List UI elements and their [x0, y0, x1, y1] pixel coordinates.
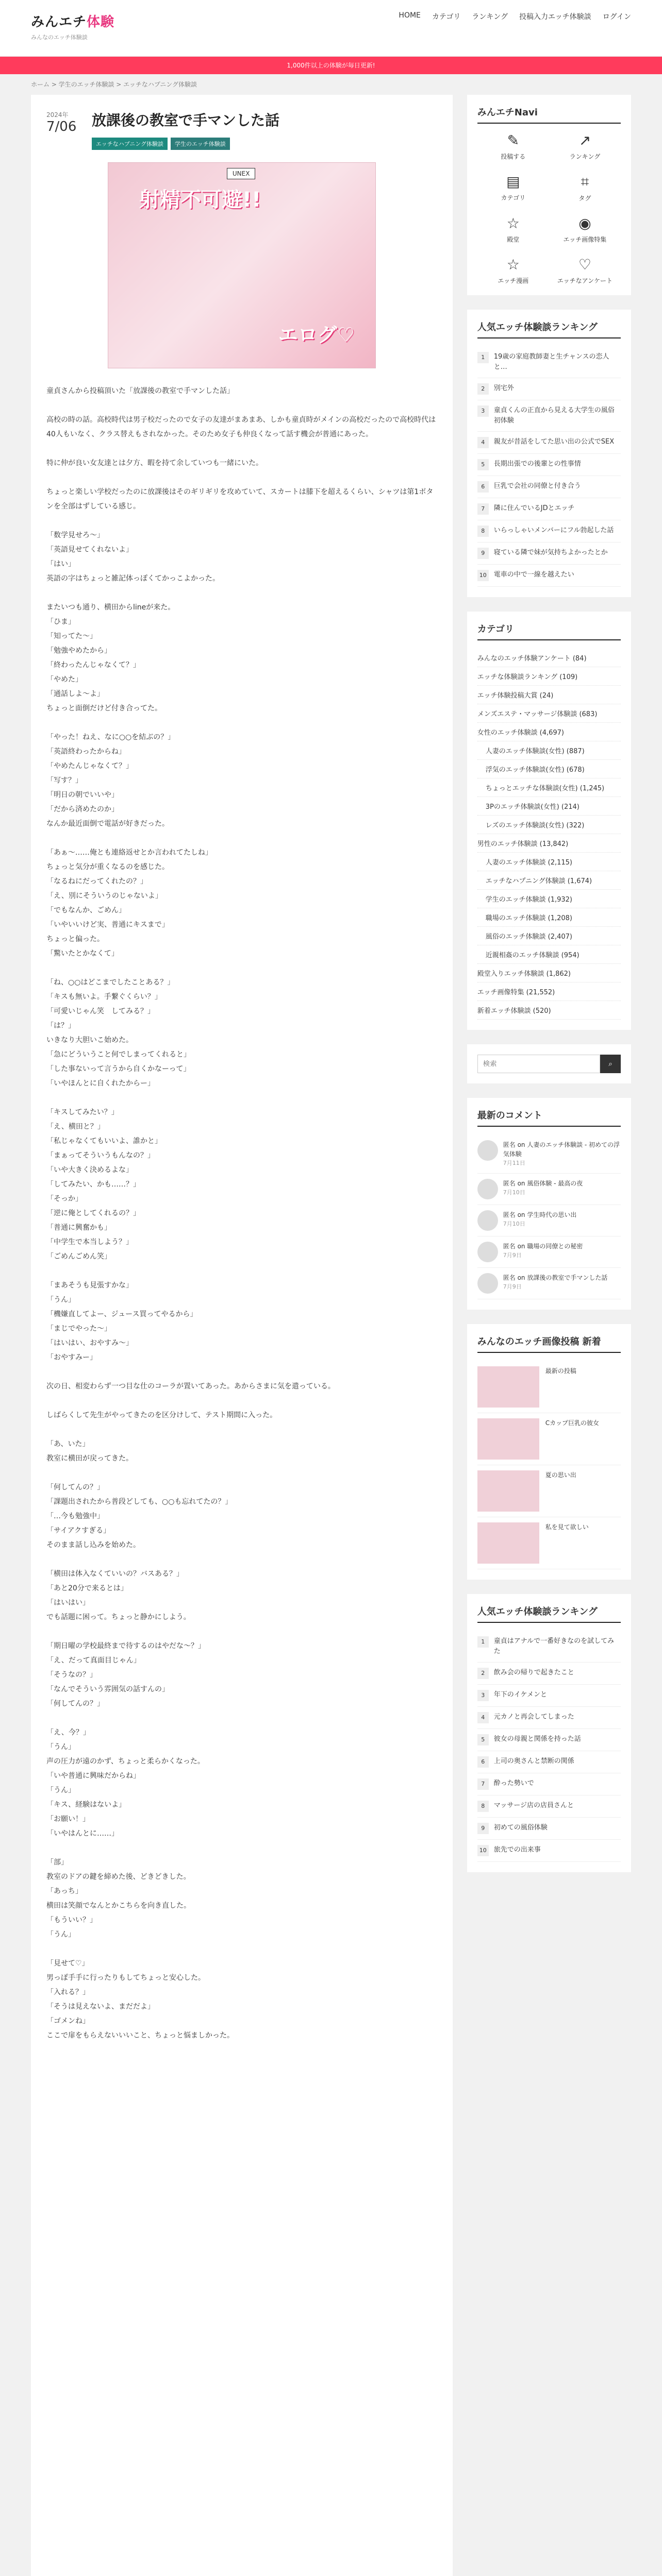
article-paragraph: しばらくして先生がやってきたのを区分けして、テスト期間に入った。: [46, 1411, 277, 1420]
rank-number: 6: [477, 1756, 489, 1768]
ranking-item[interactable]: [477, 454, 621, 476]
ranking-title: 長期出張での後輩との性事情: [493, 460, 581, 468]
category-item[interactable]: 人妻のエッチ体験談(女性) (887): [477, 741, 621, 760]
star-icon: ☆: [506, 215, 520, 232]
avatar: [477, 1210, 498, 1231]
comment-item[interactable]: [477, 1268, 621, 1299]
search-input[interactable]: [477, 1055, 600, 1073]
comment-body: [503, 1273, 608, 1294]
card-title: 人気エッチ体験談ランキング: [477, 1604, 621, 1623]
ranking-title: 酔った勢いで: [493, 1780, 534, 1787]
rank-number: 10: [477, 1845, 489, 1856]
rank-number: 8: [477, 1801, 489, 1812]
sidebar-nav-label: 殿堂: [507, 236, 520, 243]
category-item[interactable]: 職場のエッチ体験談 (1,208): [477, 908, 621, 927]
hero-image: [108, 162, 376, 368]
article-paragraph: 「キスしてみたい？」 「え、横田と？」 「私じゃなくてもいいよ、誰かと」 「まぁってそういうもんなの？」 「いや大きく決めるよな」 「してみたい、かも……？」 「そっか」 「逆に俺としてくれるの？」 「普通に興奮かも」 「中学生で本当しよう？」 「ごめんごめん笑」: [46, 1108, 162, 1261]
ranking-title: 巨乳で会社の同僚と付き合う: [493, 482, 581, 490]
rank-number: 4: [477, 437, 489, 448]
ranking-title: 別宅外: [493, 384, 514, 392]
pencil-icon: ✎: [507, 132, 520, 149]
thumbnail: [477, 1470, 539, 1512]
sidebar-nav-item[interactable]: [477, 215, 549, 244]
comment-body: [503, 1242, 583, 1262]
rank-number: 9: [477, 548, 489, 559]
ranking-title: 旅先での出来事: [493, 1846, 541, 1854]
ranking-title: 上司の奥さんと禁断の関係: [493, 1757, 574, 1765]
comment-text: 匿名 on 職場の同僚との秘密: [503, 1243, 583, 1250]
ranking-item[interactable]: [477, 1773, 621, 1795]
page-title: 放課後の教室で手マンした話: [92, 112, 280, 129]
ranking-title: 彼女の母親と関係を持った話: [493, 1735, 581, 1743]
ranking-item[interactable]: [477, 1751, 621, 1773]
ranking-card-2: [467, 1594, 631, 1872]
ranking-item[interactable]: [477, 347, 621, 378]
comment-item[interactable]: [477, 1236, 621, 1268]
article-paragraph: 童貞さんから投稿頂いた「放課後の教室で手マンした話」: [46, 387, 234, 396]
sidebar-nav-label: カテゴリ: [501, 194, 526, 201]
sidebar-nav-item[interactable]: [477, 173, 549, 202]
category-item[interactable]: 人妻のエッチ体験談 (2,115): [477, 853, 621, 871]
sidebar: [467, 95, 631, 2576]
ranking-item[interactable]: [477, 1663, 621, 1685]
ranking-item[interactable]: [477, 1707, 621, 1729]
category-item[interactable]: 学生のエッチ体験談 (1,932): [477, 890, 621, 908]
sidebar-nav-label: エッチ画像特集: [563, 236, 607, 243]
ranking-title: 隣に住んでいるJDとエッチ: [493, 504, 575, 512]
article-paragraph: 特に仲が良い女友達とは夕方、暇を持て余していつも一緒にいた。: [46, 459, 263, 468]
article-paragraph: 「あぁ〜……俺とも連絡返せとか言われてたしね」 ちょっと気分が重くなるのを感じた。 「なるねにだってくれたの？」 「え、別にそういうのじゃないよ」 「でもなんか、ごめん」 「いやいいけど実、普通にキスまで」 ちょっと偏った。 「驚いたとかなくて」: [46, 849, 212, 958]
comment-text: 匿名 on 学生時代の思い出: [503, 1211, 577, 1218]
comment-date: 7月11日: [503, 1160, 525, 1166]
rank-number: 2: [477, 1668, 489, 1679]
article-paragraph: 「あ、いた」 教室に横田が戻ってきた。: [46, 1440, 133, 1463]
nav-login[interactable]: ログイン: [602, 13, 631, 21]
notice-bar[interactable]: 1,000件以上の体験が毎日更新!: [0, 57, 662, 74]
folder-icon: ▤: [506, 173, 520, 190]
card-title: 人気エッチ体験談ランキング: [477, 320, 621, 338]
category-item[interactable]: 風俗のエッチ体験談 (2,407): [477, 927, 621, 945]
category-item[interactable]: 女性のエッチ体験談 (4,697): [477, 723, 621, 741]
card-title: カテゴリ: [477, 622, 621, 640]
ranking-item[interactable]: [477, 432, 621, 454]
sidebar-nav-item[interactable]: [549, 173, 621, 202]
category-item[interactable]: 3Pのエッチ体験談(女性) (214): [477, 797, 621, 816]
new-post-item[interactable]: [477, 1361, 621, 1413]
article-paragraph: 「何してんの？」 「課題出されたから普段どしても、○○も忘れてたの？」 「…今も勉強中」 「サイアクすぎる」 そのまま話し込みを始めた。: [46, 1483, 233, 1550]
ranking-card: [467, 310, 631, 597]
ranking-title: 19歳の家庭教師妻と生チャンスの恋人と…: [493, 353, 609, 371]
new-post-title: 夏の思い出: [545, 1471, 576, 1479]
rank-number: 7: [477, 503, 489, 515]
comment-text: 匿名 on 風俗体験 - 最高の夜: [503, 1180, 583, 1187]
category-item[interactable]: メンズエステ・マッサージ体験談 (683): [477, 704, 621, 723]
category-item[interactable]: エッチなハプニング体験談 (1,674): [477, 871, 621, 890]
sidebar-nav-label: エッチなアンケート: [557, 277, 613, 284]
ranking-item[interactable]: [477, 1685, 621, 1707]
post-date: [46, 110, 82, 134]
ranking-title: 年下のイケメンと: [493, 1691, 547, 1699]
ranking-title: マッサージ店の店員さんと: [493, 1802, 574, 1809]
category-item[interactable]: エッチな体験談ランキング (109): [477, 667, 621, 686]
rank-number: 6: [477, 481, 489, 493]
article-paragraph: 「見せて♡」 男っぽ手手に行ったりもしてちょっと安心した。 「入れる？」 「そうは見えないよ、まだだよ」 「ゴメンね」 ここで扉をもらえないいいこと、ちょっと悩ましかった。: [46, 1959, 234, 2040]
article-paragraph: 「横田は体入なくていいの？バスある？」 「あと20分で来るとは」 「はいはい」 でも話題に困って。ちょっと静かにしよう。: [46, 1570, 191, 1622]
rank-number: 1: [477, 352, 489, 363]
category-item[interactable]: レズのエッチ体験談(女性) (322): [477, 816, 621, 834]
sidebar-nav-label: エッチ漫画: [498, 277, 529, 284]
category-item[interactable]: 男性のエッチ体験談 (13,842): [477, 834, 621, 853]
rank-number: 8: [477, 526, 489, 537]
logo-accent: 体験: [87, 14, 115, 30]
comment-item[interactable]: [477, 1135, 621, 1174]
ranking-title: 初めての風俗体験: [493, 1824, 548, 1832]
nav-category[interactable]: カテゴリ: [432, 13, 461, 21]
ranking-item[interactable]: [477, 1818, 621, 1840]
article-paragraph: 次の日、相変わらず一つ目な仕のコーラが置いてあった。あからさまに気を遣っている。: [46, 1382, 335, 1391]
thumbnail: [477, 1418, 539, 1460]
article-paragraph: 「数学見せろ〜」 「英語見せてくれないよ」 「はい」 英語の字はちょっと雑記体っぽくてかっこよかった。: [46, 531, 220, 583]
thumbnail: [477, 1366, 539, 1408]
comment-date: 7月10日: [503, 1221, 525, 1227]
heart-icon: ♡: [578, 256, 591, 273]
ranking-item[interactable]: [477, 1729, 621, 1751]
card-title: みんなのエッチ画像投稿 新着: [477, 1334, 621, 1353]
site-tagline: みんなのエッチ体験談: [31, 34, 88, 41]
article-paragraph: 「やった！ねえ、なに○○を結ぶの？」 「英語終わったからね」 「やめたんじゃなくて？」 「写す？」 「明日の朝でいいや」 「だから済めたのか」 なんか最近面倒で電話が好きだった。: [46, 733, 175, 828]
avatar: [477, 1179, 498, 1199]
category-item[interactable]: みんなのエッチ体験アンケート (84): [477, 649, 621, 667]
star-icon: ☆: [506, 256, 520, 273]
sidebar-nav-item[interactable]: [477, 132, 549, 161]
category-item[interactable]: 近親相姦のエッチ体験談 (954): [477, 945, 621, 964]
article-body: [46, 384, 437, 2043]
rank-number: 1: [477, 1636, 489, 1648]
ranking-title: 寝ている隣で妹が気持ちよかったとか: [493, 549, 608, 556]
breadcrumb[interactable]: ホーム > 学生のエッチ体験談 > エッチなハプニング体験談: [31, 81, 197, 88]
rank-number: 3: [477, 405, 489, 417]
top-nav: [399, 11, 631, 22]
rank-number: 9: [477, 1823, 489, 1834]
ranking-item[interactable]: [477, 476, 621, 498]
card-title: 最新のコメント: [477, 1108, 621, 1127]
ranking-item[interactable]: [477, 565, 621, 587]
ranking-item[interactable]: [477, 1631, 621, 1663]
rank-number: 5: [477, 459, 489, 470]
sidebar-nav-label: ランキング: [569, 153, 601, 160]
article-paragraph: またいつも通り、横田からlineが来た。 「ひま」 「知ってた〜」 「勉強やめたから」 「終わったんじゃなくて？」 「やめた」 「通話しよ〜よ」 ちょっと面倒だけど付き合ってた。: [46, 603, 175, 713]
nav-ranking[interactable]: ランキング: [472, 13, 508, 21]
rank-number: 7: [477, 1778, 489, 1790]
ranking-title: 童貞はアナルで一番好きなのを試してみた: [493, 1637, 615, 1655]
article-paragraph: 「期日曜の学校最終まで待するのはやだな〜？」 「え、だって真面目じゃん」 「そうなの？」 「なんでそういう雰囲気の話すんの」 「何してんの？」: [46, 1642, 205, 1708]
avatar: [477, 1140, 498, 1161]
new-post-item[interactable]: [477, 1517, 621, 1569]
tag-icon: ⌗: [581, 173, 589, 190]
camera-icon: ◉: [578, 215, 591, 232]
sidebar-nav-label: 投稿する: [501, 153, 526, 160]
card-title: みんエチNavi: [477, 105, 621, 124]
article-paragraph: 高校の時の話。高校時代は男子校だったので女子の友達がまあまあ、しかも童貞時がメインの高校だったので高校時代は40人もいなく、クラス替えもされなかった。そのため女子も仲良くなって話す機会が普通にあった。: [46, 416, 436, 439]
new-post-title: 最新の投稿: [545, 1367, 576, 1375]
category-item[interactable]: 新着エッチ体験談 (520): [477, 1001, 621, 1020]
sidebar-nav-label: タグ: [578, 195, 591, 202]
trend-icon: ↗: [578, 132, 591, 149]
logo-main: みんエチ: [31, 14, 87, 30]
comment-text: 匿名 on 放課後の教室で手マンした話: [503, 1274, 608, 1281]
search-button[interactable]: ⌕: [600, 1055, 621, 1073]
hero-text: 射精不可避!!: [139, 188, 261, 212]
rank-number: 10: [477, 570, 489, 581]
nav-home[interactable]: HOME: [399, 11, 421, 20]
sidebar-nav-item[interactable]: [549, 132, 621, 161]
sidebar-nav-item[interactable]: [477, 256, 549, 285]
ranking-title: 童貞くんの正直から見える大学生の風俗初体験: [493, 406, 615, 425]
nav-card: [467, 95, 631, 295]
ranking-title: いらっしゃいメンバーにフル勃起した話: [493, 527, 614, 534]
comment-body: [503, 1210, 577, 1231]
ranking-item[interactable]: [477, 543, 621, 565]
new-post-title: 私を見て欲しい: [545, 1523, 589, 1531]
post-day: 7/06: [46, 119, 77, 134]
ranking-item[interactable]: [477, 498, 621, 520]
article-paragraph: 「ね、○○はどこまでしたことある？」 「キスも無いよ。手繋ぐくらい？」 「可愛いじゃん笑 してみる？」 「は？」 いきなり大胆いこ始めた。 「急にどういうこと何でしまってくれると」 「した事ないって言うから自くかなーって」 「いやほんとに自くれたからー」: [46, 978, 191, 1088]
new-post-item[interactable]: [477, 1413, 621, 1465]
comment-text: 匿名 on 人妻のエッチ体験談 - 初めての浮気体験: [503, 1141, 620, 1158]
avatar: [477, 1273, 498, 1294]
site-header: [0, 0, 662, 57]
article-paragraph: 「え、今？」 「うん」 声の圧力が遠のかず、ちょっと柔らかくなった。 「いや普通に興味だからね」 「うん」 「キス、経験はないよ」 「お願い！」 「いやはんとに……」: [46, 1728, 205, 1838]
ranking-item[interactable]: [477, 378, 621, 400]
comment-date: 7月9日: [503, 1252, 522, 1259]
new-posts-card: [467, 1324, 631, 1580]
thumbnail: [477, 1522, 539, 1564]
post-year: 2024年: [46, 111, 69, 118]
new-post-item[interactable]: [477, 1465, 621, 1517]
comment-date: 7月9日: [503, 1283, 522, 1290]
article-paragraph: ちょっと楽しい学校だったのに放課後はそのギリギリを攻めていて、スカートは膝下を超えるくらい、シャツは第1ボタンを全部はずしている感じ。: [46, 488, 434, 511]
avatar: [477, 1242, 498, 1262]
article-paragraph: 「まあそうも見張すかな」 「うん」 「機嫌直してよー、ジュース買ってやるから」 「まじでやった〜」 「はいはい、おやすみ〜」 「おやすみー」: [46, 1281, 197, 1362]
ranking-item[interactable]: [477, 400, 621, 432]
rank-number: 2: [477, 383, 489, 395]
sidebar-nav-item[interactable]: [549, 256, 621, 285]
ranking-title: 飲み会の帰りで起きたこと: [493, 1669, 574, 1676]
article-paragraph: 「部」 教室のドアの鍵を締めた後、どきどきした。 「あっち」 横田は笑顔でなんとかこちらを向き直した。 「もういい？」 「うん」: [46, 1858, 191, 1939]
comment-body: [503, 1179, 583, 1199]
ranking-title: 親友が昔話をしてた思い出の公式でSEX: [493, 438, 615, 446]
ranking-title: 元カノと再会してしまった: [493, 1713, 574, 1721]
comment-body: [503, 1140, 621, 1168]
category-item[interactable]: エッチ画像特集 (21,552): [477, 982, 621, 1001]
comments-card: [467, 1098, 631, 1310]
ranking-item[interactable]: [477, 1840, 621, 1862]
post-tag[interactable]: エッチなハプニング体験談: [92, 138, 168, 150]
comment-item[interactable]: [477, 1174, 621, 1205]
ranking-title: 電車の中で一線を越えたい: [493, 571, 574, 579]
new-post-title: Cカップ巨乳の彼女: [545, 1419, 600, 1427]
category-item[interactable]: 殿堂入りエッチ体験談 (1,862): [477, 964, 621, 982]
hero-badge: UNEX: [227, 168, 256, 179]
ranking-item[interactable]: [477, 520, 621, 543]
rank-number: 5: [477, 1734, 489, 1745]
category-card: [467, 612, 631, 1030]
category-item[interactable]: エッチ体験投稿大賞 (24): [477, 686, 621, 704]
comment-item[interactable]: [477, 1205, 621, 1236]
post-tag[interactable]: 学生のエッチ体験談: [171, 138, 230, 150]
category-item[interactable]: 浮気のエッチ体験談(女性) (678): [477, 760, 621, 778]
rank-number: 3: [477, 1690, 489, 1701]
search-card: [467, 1044, 631, 1083]
nav-post[interactable]: 投稿入力エッチ体験談: [519, 13, 591, 21]
hero-text: エログ♡: [278, 324, 355, 347]
ranking-item[interactable]: [477, 1795, 621, 1818]
site-logo[interactable]: [31, 11, 114, 30]
comment-date: 7月10日: [503, 1189, 525, 1196]
article: [31, 95, 453, 2576]
rank-number: 4: [477, 1712, 489, 1723]
category-item[interactable]: ちょっとエッチな体験談(女性) (1,245): [477, 778, 621, 797]
sidebar-nav-item[interactable]: [549, 215, 621, 244]
